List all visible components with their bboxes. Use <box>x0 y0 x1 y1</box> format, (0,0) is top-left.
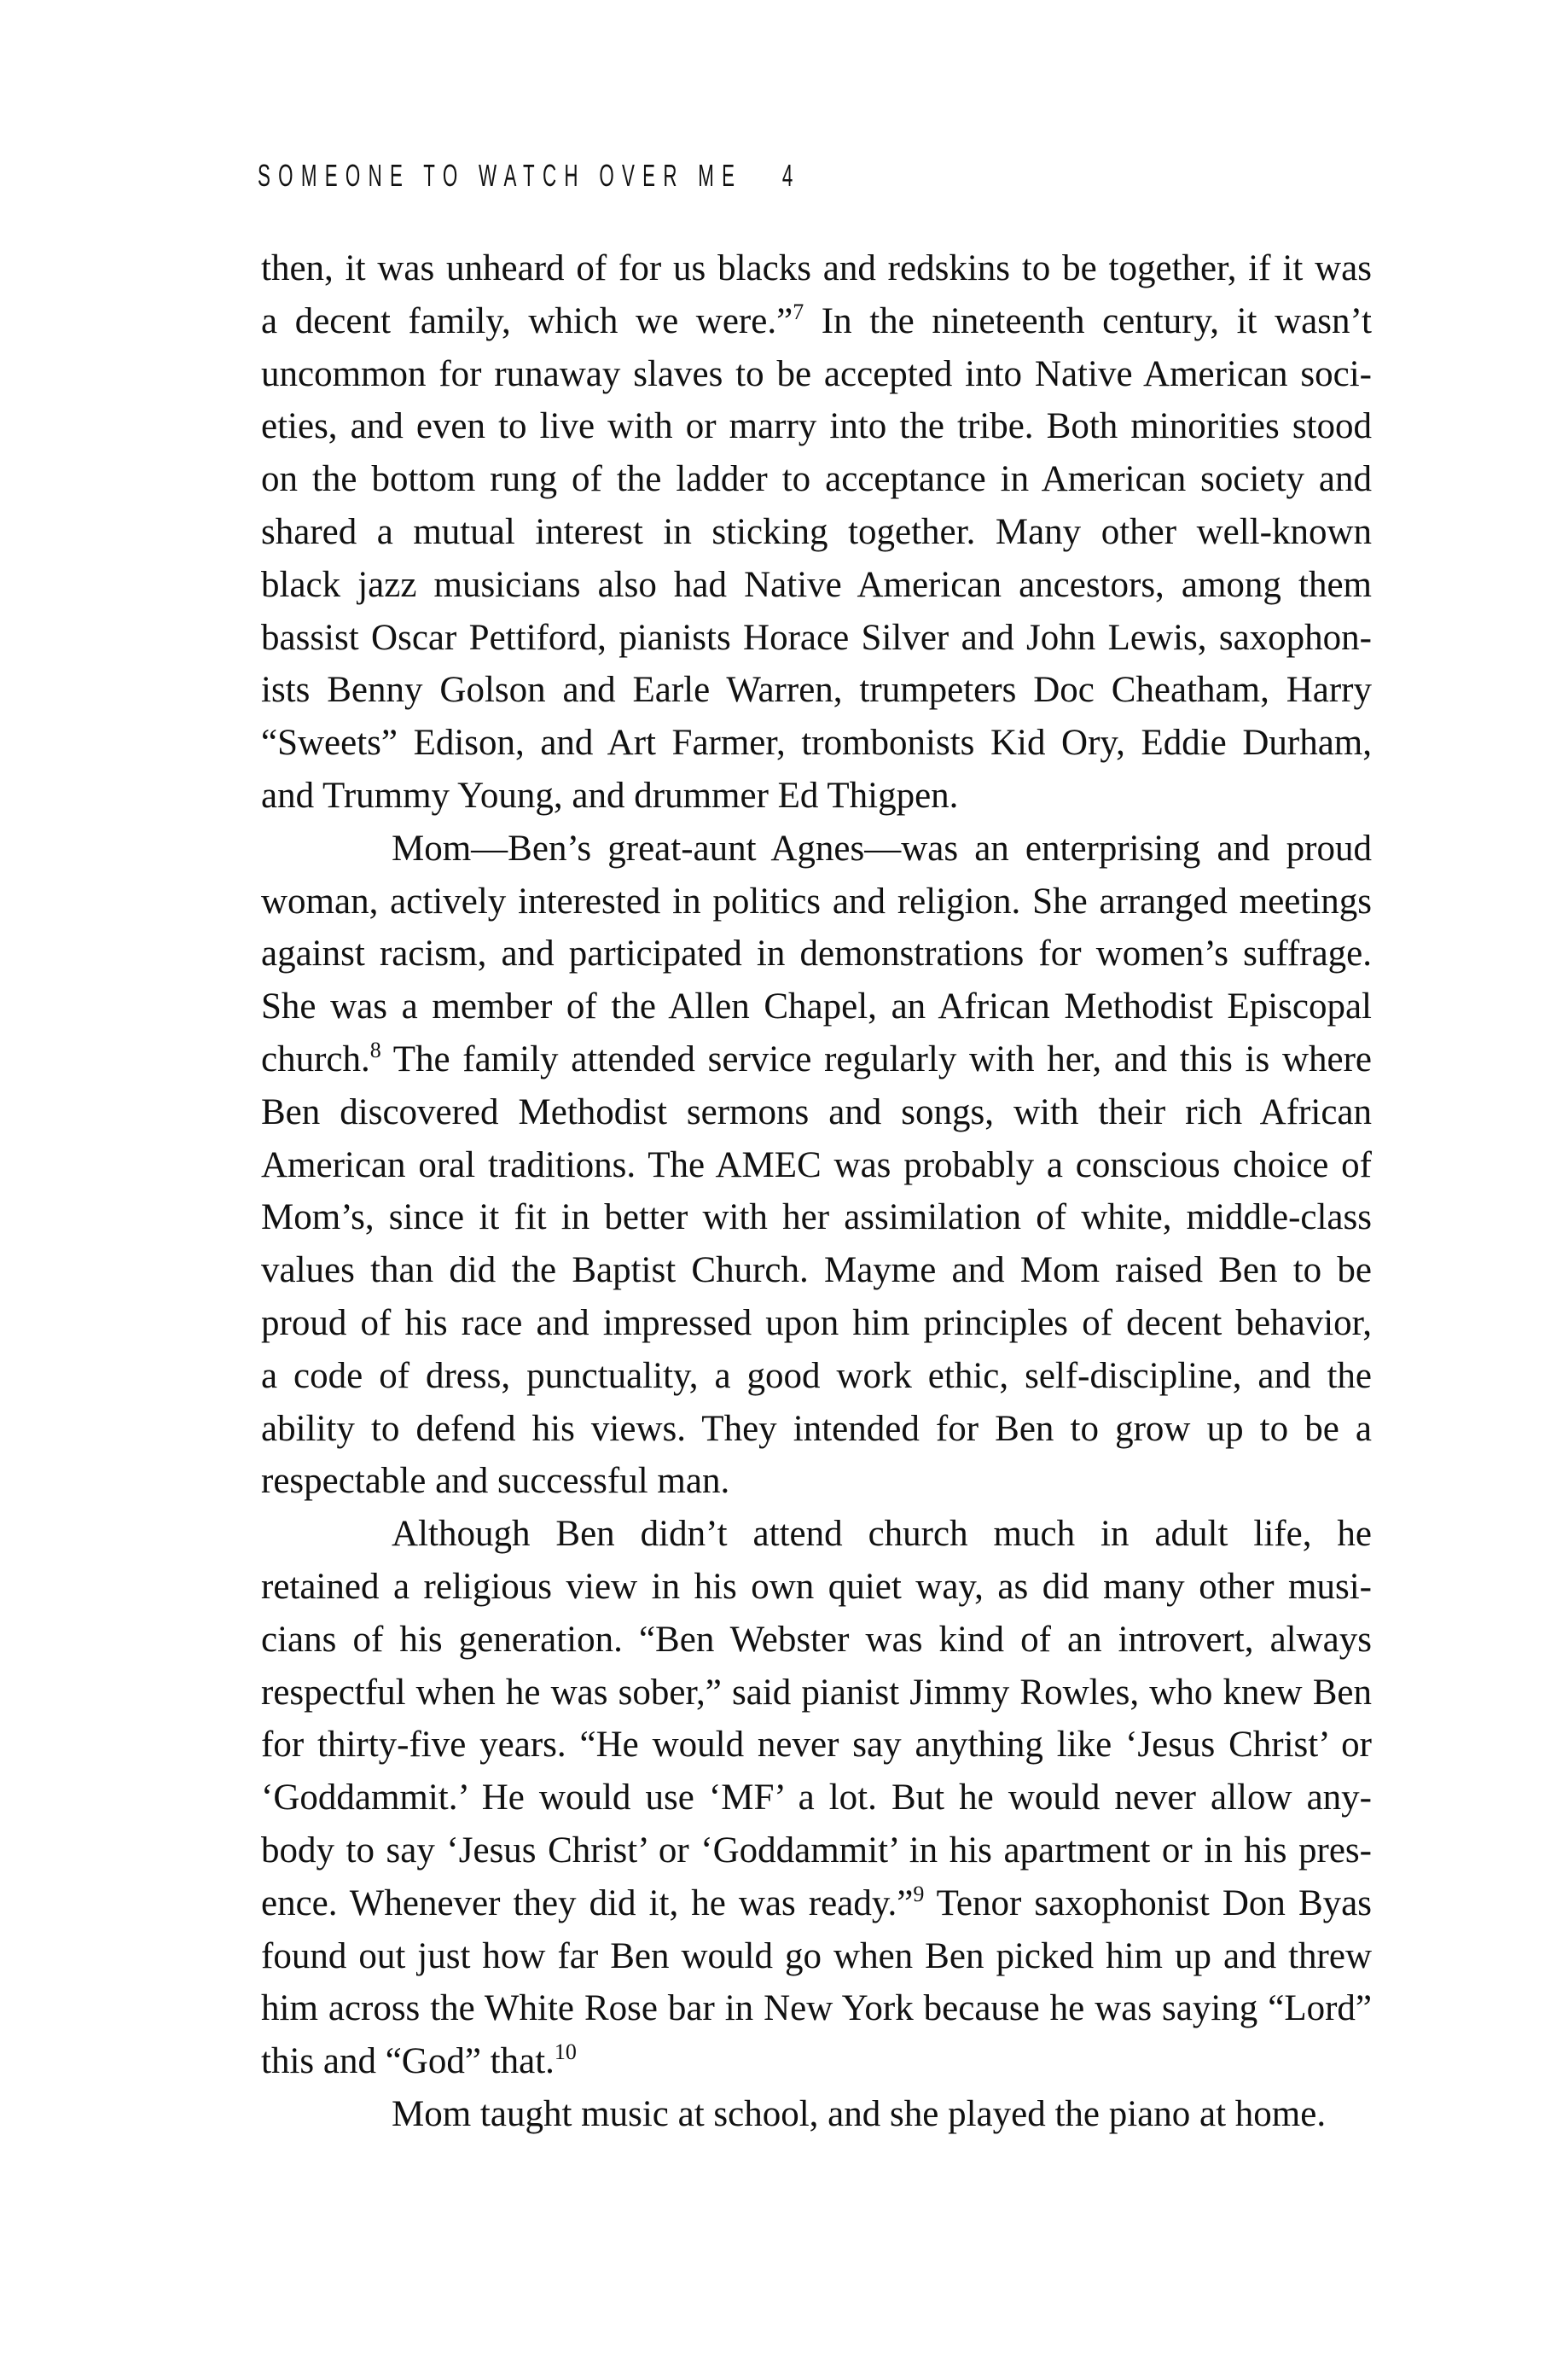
text-segment: Although Ben didn’t attend church much in adult life, he <box>392 1514 1372 1555</box>
text-line <box>261 453 1372 506</box>
text-line <box>261 1403 1372 1456</box>
text-line <box>261 1086 1372 1139</box>
text-line <box>261 612 1372 665</box>
text-segment: Mom—Ben’s great-aunt Agnes—was an enterprising and proud <box>392 828 1372 869</box>
body-text <box>261 242 1372 2141</box>
text-line <box>261 1350 1372 1403</box>
text-segment: a decent family, which we were.” <box>261 300 793 341</box>
text-segment: him across the White Rose bar in New York because he was saying “Lord” <box>261 1988 1372 2029</box>
text-segment: “Sweets” Edison, and Art Farmer, trombonists Kid Ory, Eddie Durham, <box>261 723 1372 764</box>
text-line <box>261 980 1372 1033</box>
page-number: 4 <box>781 158 801 193</box>
text-line <box>261 506 1372 559</box>
text-segment: proud of his race and impressed upon him principles of decent behavior, <box>261 1302 1372 1343</box>
paragraph <box>261 1508 1372 2088</box>
text-line <box>261 1191 1372 1244</box>
text-line <box>261 1561 1372 1614</box>
text-line <box>261 876 1372 928</box>
text-segment: for thirty-five years. “He would never say anything like ‘Jesus Christ’ or <box>261 1725 1372 1766</box>
text-line <box>261 1930 1372 1983</box>
text-line <box>261 1244 1372 1297</box>
text-line <box>261 1667 1372 1719</box>
text-segment: against racism, and participated in demonstrations for women’s suffrage. <box>261 934 1372 975</box>
running-header <box>258 159 801 193</box>
text-segment: respectable and successful man. <box>261 1461 730 1502</box>
text-segment: this and “God” that. <box>261 2041 555 2082</box>
text-line <box>261 1719 1372 1772</box>
footnote-marker: 8 <box>369 1037 381 1062</box>
text-line <box>261 1614 1372 1667</box>
text-line <box>261 1982 1372 2035</box>
text-segment: In the nineteenth century, it wasn’t <box>804 300 1372 341</box>
text-segment: eties, and even to live with or marry into the tribe. Both minorities stood <box>261 406 1372 447</box>
text-line <box>261 1772 1372 1824</box>
text-line <box>261 559 1372 612</box>
text-segment: American oral traditions. The AMEC was probably a conscious choice of <box>261 1144 1372 1185</box>
text-segment: The family attended service regularly with her, and this is where <box>380 1039 1372 1079</box>
text-line <box>261 348 1372 401</box>
text-line <box>261 1824 1372 1877</box>
text-segment: She was a member of the Allen Chapel, an African Methodist Episcopal <box>261 986 1372 1027</box>
running-title: SOMEONE TO WATCH OVER ME <box>258 158 743 193</box>
text-segment: found out just how far Ben would go when Ben picked him up and threw <box>261 1935 1372 1976</box>
text-segment: black jazz musicians also had Native American ancestors, among them <box>261 564 1372 605</box>
paragraph <box>261 242 1372 823</box>
text-line <box>261 1455 1372 1508</box>
text-line <box>261 2035 1372 2088</box>
text-segment: Tenor saxophonist Don Byas <box>924 1882 1372 1923</box>
text-line <box>261 1508 1372 1561</box>
paragraph <box>261 2088 1372 2141</box>
text-line <box>261 1297 1372 1350</box>
text-line <box>261 2088 1372 2141</box>
text-segment: body to say ‘Jesus Christ’ or ‘Goddammit’ in his apartment or in his pres- <box>261 1830 1372 1871</box>
text-line <box>261 1033 1372 1086</box>
text-segment: Ben discovered Methodist sermons and songs, with their rich African <box>261 1091 1372 1132</box>
text-segment: a code of dress, punctuality, a good work ethic, self-discipline, and the <box>261 1355 1372 1396</box>
text-segment: respectful when he was sober,” said pianist Jimmy Rowles, who knew Ben <box>261 1672 1372 1713</box>
text-segment: values than did the Baptist Church. Mayme and Mom raised Ben to be <box>261 1250 1372 1291</box>
text-segment: woman, actively interested in politics and religion. She arranged meetings <box>261 881 1372 922</box>
footnote-marker: 9 <box>913 1881 925 1906</box>
text-segment: ‘Goddammit.’ He would use ‘MF’ a lot. But he would never allow any- <box>261 1777 1372 1818</box>
text-segment: on the bottom rung of the ladder to acceptance in American society and <box>261 459 1372 500</box>
text-line <box>261 717 1372 770</box>
text-line <box>261 400 1372 453</box>
text-segment: uncommon for runaway slaves to be accepted into Native American soci- <box>261 353 1372 394</box>
text-line <box>261 664 1372 717</box>
text-segment: Mom taught music at school, and she played the piano at home. <box>392 2093 1327 2134</box>
footnote-marker: 10 <box>554 2039 577 2064</box>
footnote-marker: 7 <box>793 299 804 324</box>
text-segment: ability to defend his views. They intended for Ben to grow up to be a <box>261 1408 1372 1449</box>
text-segment: ists Benny Golson and Earle Warren, trumpeters Doc Cheatham, Harry <box>261 670 1372 711</box>
text-line <box>261 1139 1372 1192</box>
text-segment: ence. Whenever they did it, he was ready.” <box>261 1882 914 1923</box>
text-segment: retained a religious view in his own quiet way, as did many other musi- <box>261 1566 1372 1607</box>
text-line <box>261 242 1372 295</box>
text-segment: church. <box>261 1039 370 1079</box>
text-segment: shared a mutual interest in sticking together. Many other well-known <box>261 511 1372 552</box>
text-segment: and Trummy Young, and drummer Ed Thigpen. <box>261 775 959 816</box>
text-segment: cians of his generation. “Ben Webster was kind of an introvert, always <box>261 1619 1372 1660</box>
text-line <box>261 1877 1372 1930</box>
text-segment: then, it was unheard of for us blacks and redskins to be together, if it was <box>261 248 1372 288</box>
text-segment: Mom’s, since it fit in better with her assimilation of white, middle-class <box>261 1197 1372 1238</box>
text-line <box>261 770 1372 823</box>
text-line <box>261 823 1372 876</box>
text-segment: bassist Oscar Pettiford, pianists Horace Silver and John Lewis, saxophon- <box>261 617 1372 658</box>
text-line <box>261 928 1372 980</box>
text-line <box>261 295 1372 348</box>
paragraph <box>261 823 1372 1508</box>
